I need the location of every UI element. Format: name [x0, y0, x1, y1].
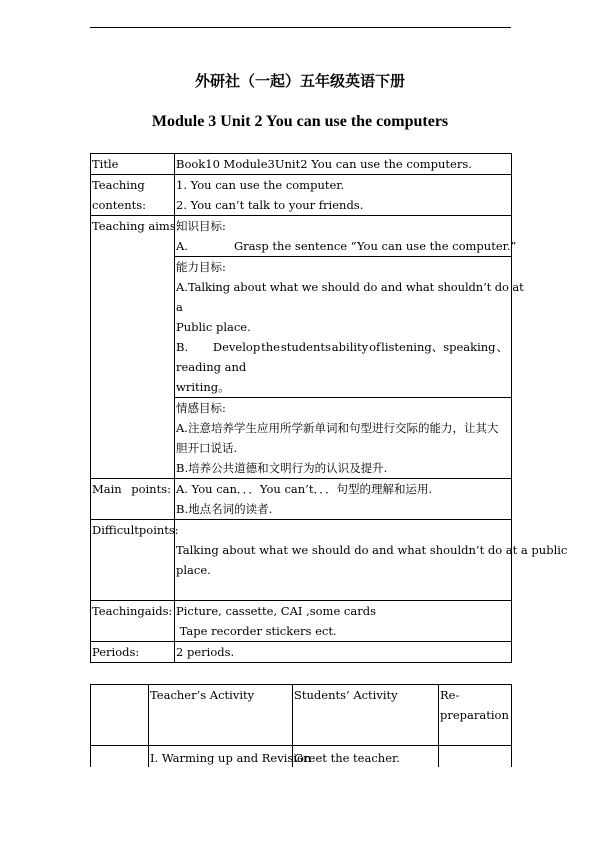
row-teaching-aims-knowledge — [91, 216, 512, 257]
activity-teacher-cell: I. Warming up and Revision — [149, 746, 293, 769]
row-difficult-points — [91, 520, 512, 601]
label-teaching-aims: Teaching aims: — [91, 216, 175, 479]
value-main-points: A. You can．．．You can’t．．．句型的理解和运用. B.地点名词的读者. — [175, 479, 512, 520]
value-teaching-contents — [175, 175, 512, 216]
page-bottom-margin — [0, 767, 600, 845]
activity-row-blank — [91, 746, 149, 769]
value-periods: 2 periods. — [175, 642, 512, 663]
activity-table — [90, 684, 512, 769]
value-title: Book10 Module3Unit2 You can use the computers. — [175, 154, 512, 175]
row-title — [91, 154, 512, 175]
activity-blank-cell — [91, 685, 149, 746]
lesson-plan-table — [90, 153, 568, 663]
aims-knowledge: 知识目标: A. Grasp the sentence “You can use the computer.” — [175, 216, 512, 257]
row-periods — [91, 642, 512, 663]
value-teaching-aids: Picture, cassette, CAI ,some cards Tape recorder stickers ect. — [175, 601, 512, 642]
aims-ability: 能力目标: A. Talking about what we should do and what shouldn’t do at a Public place. B. Develop the students ability of listening、speaking 、 reading and writing。 — [175, 257, 512, 398]
contents-item-1: 1. You can use the computer. — [176, 178, 345, 192]
document-title-chinese: 外研社（一起）五年级英语下册 — [194, 72, 405, 90]
row-main-points — [91, 479, 512, 520]
top-rule — [90, 27, 511, 28]
label-teaching-aids: Teaching aids: — [91, 601, 175, 642]
label-title: Title — [91, 154, 175, 175]
label-periods: Periods: — [91, 642, 175, 663]
contents-item-2: 2. You can’t talk to your friends. — [176, 198, 364, 212]
header-students-activity: Students’ Activity — [293, 685, 439, 746]
label-main-points: Main points: — [91, 479, 175, 520]
row-teaching-contents — [91, 175, 512, 216]
activity-row — [91, 746, 512, 769]
label-difficult-points: Difficult points: — [91, 520, 175, 601]
activity-students-cell: Greet the teacher. — [293, 746, 439, 769]
header-re-preparation: Re- preparation — [439, 685, 512, 746]
label-teaching-contents: Teaching contents: — [91, 175, 175, 216]
header-teacher-activity: Teacher’s Activity — [149, 685, 293, 746]
aims-emotion: 情感目标: A.注意培养学生应用所学新单词和句型进行交际的能力，让其大 胆开口说话. B.培养公共道德和文明行为的认识及提升. — [175, 398, 512, 479]
row-teaching-aids — [91, 601, 512, 642]
document-title-english: Module 3 Unit 2 You can use the computers — [151, 113, 449, 130]
activity-header-row — [91, 685, 512, 746]
activity-re-cell — [439, 746, 512, 769]
value-difficult-points: Talking about what we should do and what shouldn’t do at a public place. — [175, 520, 512, 601]
